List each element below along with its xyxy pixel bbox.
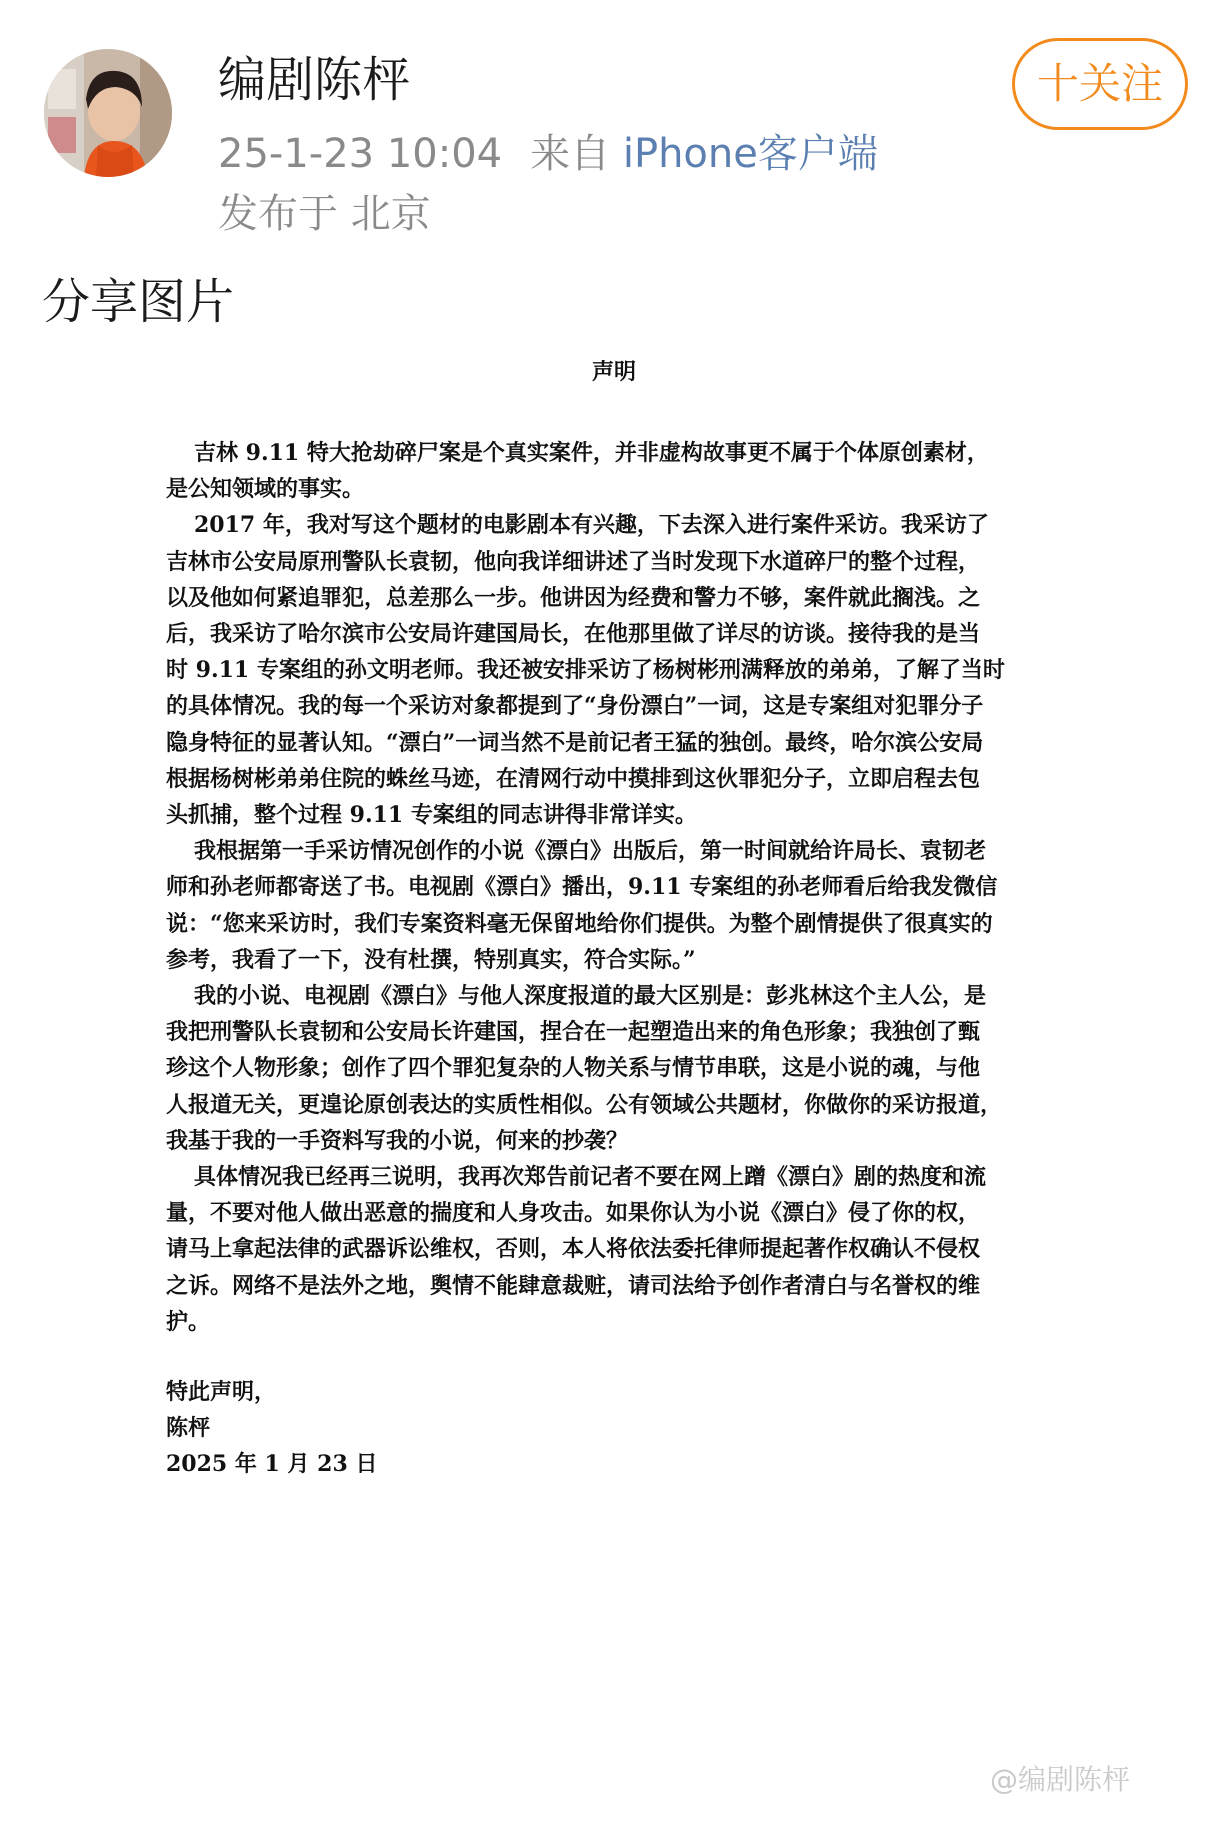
document-line: 说：“您来采访时，我们专案资料毫无保留地给你们提供。为整个剧情提供了很真实的 — [166, 910, 993, 937]
document-line: 吉林市公安局原刑警队长袁韧，他向我详细讲述了当时发现下水道碎尸的整个过程， — [166, 548, 981, 575]
document-closing: 特此声明， — [166, 1379, 277, 1405]
document-line: 以及他如何紧追罪犯，总差那么一步。他讲因为经费和警力不够，案件就此搁浅。之 — [166, 584, 981, 611]
document-line: 时 9.11 专案组的孙文明老师。我还被安排采访了杨树彬刑满释放的弟弟，了解了当时 — [166, 657, 1005, 684]
document-line: 护。 — [166, 1308, 211, 1335]
document-line: 之诉。网络不是法外之地，舆情不能肆意裁赃，请司法给予创作者清白与名誉权的维 — [166, 1272, 981, 1299]
document-signature: 陈枰 — [166, 1415, 211, 1442]
document-title: 声明 — [591, 359, 636, 385]
shared-image[interactable] — [0, 359, 1228, 1836]
document-date: 2025 年 1 月 23 日 — [166, 1451, 378, 1478]
post-location: 发布于 北京 — [218, 191, 431, 237]
post-client-link[interactable]: iPhone客户端 — [622, 131, 878, 177]
document-line: 是公知领域的事实。 — [166, 476, 365, 503]
document-line: 隐身特征的显著认知。“漂白”一词当然不是前记者王猛的独创。最终，哈尔滨公安局 — [166, 729, 984, 756]
document-line: 请马上拿起法律的武器诉讼维权，否则，本人将依法委托律师提起著作权确认不侵权 — [166, 1236, 981, 1263]
document-line: 后，我采访了哈尔滨市公安局许建国局长，在他那里做了详尽的访谈。接待我的是当 — [166, 621, 981, 647]
document-line: 具体情况我已经再三说明，我再次郑告前记者不要在网上蹭《漂白》剧的热度和流 — [194, 1164, 987, 1190]
document-line: 我的小说、电视剧《漂白》与他人深度报道的最大区别是：彭兆林这个主人公，是 — [194, 983, 987, 1009]
document-line: 参考，我看了一下，没有杜撰，特别真实，符合实际。” — [166, 946, 696, 973]
document-line: 的具体情况。我的每一个采访对象都提到了“身份漂白”一词，这是专案组对犯罪分子 — [166, 693, 984, 720]
document-line: 我把刑警队长袁韧和公安局长许建国，捏合在一起塑造出来的角色形象；我独创了甄 — [166, 1019, 981, 1046]
watermark: @编剧陈枰 — [990, 1763, 1131, 1796]
post-source-prefix: 来自 — [530, 131, 611, 177]
document-line: 我根据第一手采访情况创作的小说《漂白》出版后，第一时间就给许局长、袁韧老 — [194, 838, 987, 865]
post-text: 分享图片 — [42, 274, 235, 330]
document-line: 师和孙老师都寄送了书。电视剧《漂白》播出，9.11 专案组的孙老师看后给我发微信 — [166, 874, 998, 901]
author-name[interactable]: 编剧陈枰 — [218, 52, 411, 108]
document-line: 2017 年，我对写这个题材的电影剧本有兴趣，下去深入进行案件采访。我采访了 — [194, 512, 989, 539]
document-line: 量，不要对他人做出恶意的揣度和人身攻击。如果你认为小说《漂白》侵了你的权， — [166, 1200, 981, 1227]
post-time: 25-1-23 10:04 — [218, 131, 503, 177]
document-line: 头抓捕，整个过程 9.11 专案组的同志讲得非常详实。 — [166, 802, 697, 828]
document-line: 我基于我的一手资料写我的小说，何来的抄袭？ — [166, 1127, 629, 1154]
document-line: 吉林 9.11 特大抢劫碎尸案是个真实案件，并非虚构故事更不属于个体原创素材， — [194, 440, 989, 466]
document-line: 根据杨树彬弟弟住院的蛛丝马迹，在清网行动中摸排到这伙罪犯分子，立即启程去包 — [166, 765, 981, 792]
document-line: 人报道无关，更遑论原创表达的实质性相似。公有领域公共题材，你做你的采访报道， — [166, 1091, 1003, 1118]
post-meta — [218, 126, 878, 182]
document-line: 珍这个人物形象；创作了四个罪犯复杂的人物关系与情节串联，这是小说的魂，与他 — [166, 1055, 981, 1082]
avatar-photo-icon — [44, 49, 172, 177]
follow-button[interactable]: 十关注 — [1012, 38, 1188, 130]
avatar[interactable] — [44, 49, 172, 177]
